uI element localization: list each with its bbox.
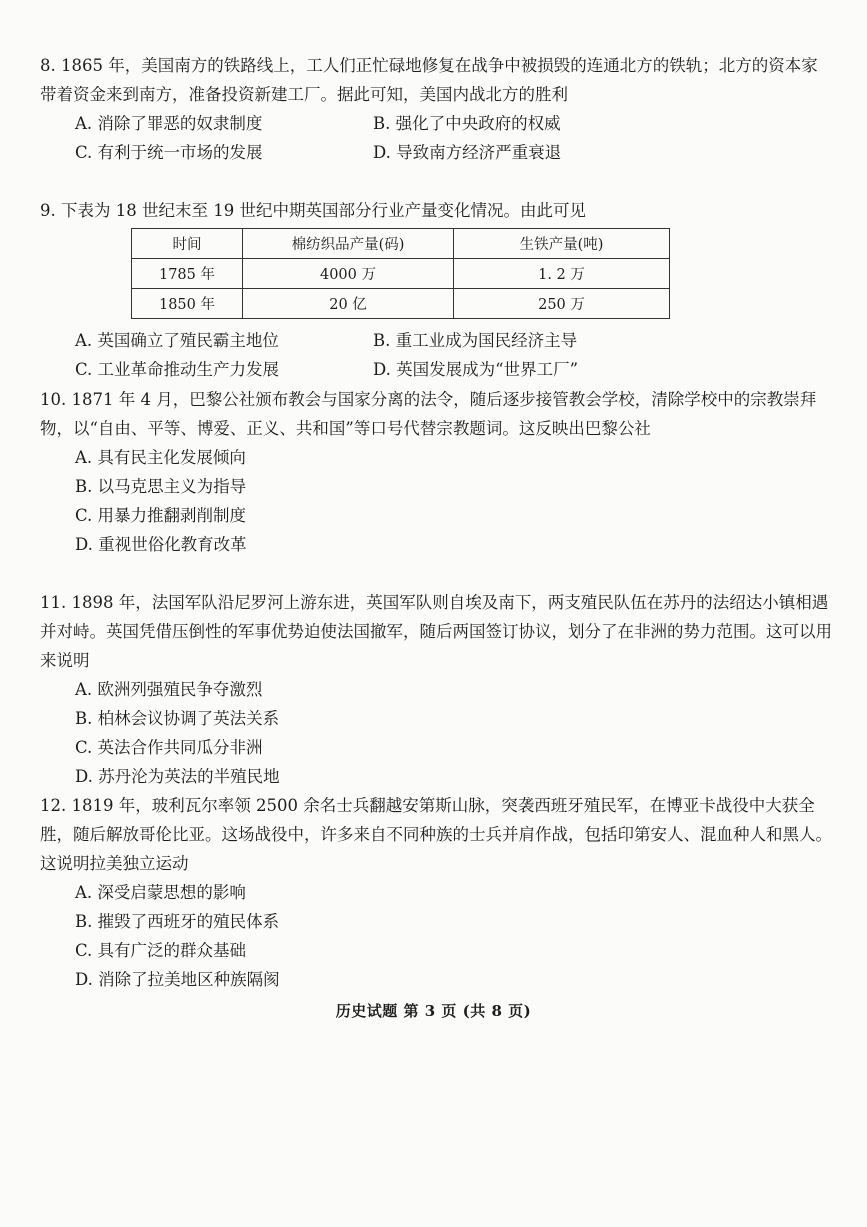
table-header-iron: 生铁产量(吨) bbox=[454, 229, 670, 259]
option-b: B. 强化了中央政府的权威 bbox=[373, 114, 561, 133]
option-c: C. 用暴力推翻剥削制度 bbox=[75, 506, 247, 525]
question-11-options bbox=[40, 675, 832, 791]
table-row bbox=[132, 289, 670, 319]
option-d: D. 重视世俗化教育改革 bbox=[75, 535, 247, 554]
page-footer: 历史试题 第 3 页 (共 8 页) bbox=[335, 1002, 532, 1020]
question-10 bbox=[40, 385, 832, 559]
option-a: A. 消除了罪恶的奴隶制度 bbox=[75, 114, 263, 133]
question-11-stem: 11. 1898 年，法国军队沿尼罗河上游东进，英国军队则自埃及南下，两支殖民队伍在苏丹的法绍达小镇相遇并对峙。英国凭借压倒性的军事优势迫使法国撤军，随后两国签订协议，划分了在非洲的势力范围。这可以用来说明 bbox=[40, 593, 832, 670]
question-8 bbox=[40, 51, 832, 167]
question-12 bbox=[40, 791, 832, 994]
option-d: D. 英国发展成为“世界工厂” bbox=[373, 360, 579, 379]
question-10-stem: 10. 1871 年 4 月，巴黎公社颁布教会与国家分离的法令，随后逐步接管教会学校，清除学校中的宗教崇拜物，以“自由、平等、博爱、正义、共和国”等口号代替宗教题词。这反映出巴黎公社 bbox=[40, 390, 817, 438]
question-11 bbox=[40, 588, 832, 791]
option-c: C. 有利于统一市场的发展 bbox=[75, 143, 263, 162]
question-9-stem: 9. 下表为 18 世纪末至 19 世纪中期英国部分行业产量变化情况。由此可见 bbox=[40, 201, 586, 220]
option-b: B. 以马克思主义为指导 bbox=[75, 477, 247, 496]
table-cell: 20 亿 bbox=[243, 289, 454, 319]
option-d: D. 消除了拉美地区种族隔阂 bbox=[75, 970, 280, 989]
question-8-stem: 8. 1865 年，美国南方的铁路线上，工人们正忙碌地修复在战争中被损毁的连通北方的铁轨；北方的资本家带着资金来到南方，准备投资新建工厂。据此可知，美国内战北方的胜利 bbox=[40, 56, 818, 104]
table-cell: 1. 2 万 bbox=[454, 259, 670, 289]
question-10-options bbox=[40, 443, 832, 559]
question-12-options bbox=[40, 878, 832, 994]
question-12-stem: 12. 1819 年，玻利瓦尔率领 2500 余名士兵翻越安第斯山脉，突袭西班牙殖民军，在博亚卡战役中大获全胜，随后解放哥伦比亚。这场战役中，许多来自不同种族的士兵并肩作战，包括印第安人、混血种人和黑人。这说明拉美独立运动 bbox=[40, 796, 832, 873]
option-c: C. 英法合作共同瓜分非洲 bbox=[75, 738, 263, 757]
option-b: B. 柏林会议协调了英法关系 bbox=[75, 709, 280, 728]
option-a: A. 具有民主化发展倾向 bbox=[75, 448, 246, 467]
option-d: D. 苏丹沦为英法的半殖民地 bbox=[75, 767, 280, 786]
option-b: B. 重工业成为国民经济主导 bbox=[373, 331, 578, 350]
table-header-cotton: 棉纺织品产量(码) bbox=[243, 229, 454, 259]
table-header-time: 时间 bbox=[132, 229, 243, 259]
question-8-options bbox=[40, 109, 832, 167]
table-row bbox=[132, 259, 670, 289]
option-c: C. 具有广泛的群众基础 bbox=[75, 941, 247, 960]
option-a: A. 欧洲列强殖民争夺激烈 bbox=[75, 680, 263, 699]
table-cell: 4000 万 bbox=[243, 259, 454, 289]
option-c: C. 工业革命推动生产力发展 bbox=[75, 360, 280, 379]
option-a: A. 深受启蒙思想的影响 bbox=[75, 883, 246, 902]
table-header-row bbox=[132, 229, 670, 259]
option-a: A. 英国确立了殖民霸主地位 bbox=[75, 331, 279, 350]
question-9 bbox=[40, 196, 832, 225]
option-d: D. 导致南方经济严重衰退 bbox=[373, 143, 562, 162]
question-9-options bbox=[40, 326, 832, 384]
option-b: B. 摧毁了西班牙的殖民体系 bbox=[75, 912, 280, 931]
table-cell: 1850 年 bbox=[132, 289, 243, 319]
table-cell: 1785 年 bbox=[132, 259, 243, 289]
table-cell: 250 万 bbox=[454, 289, 670, 319]
question-9-options-block bbox=[40, 326, 832, 384]
production-table bbox=[131, 228, 670, 319]
